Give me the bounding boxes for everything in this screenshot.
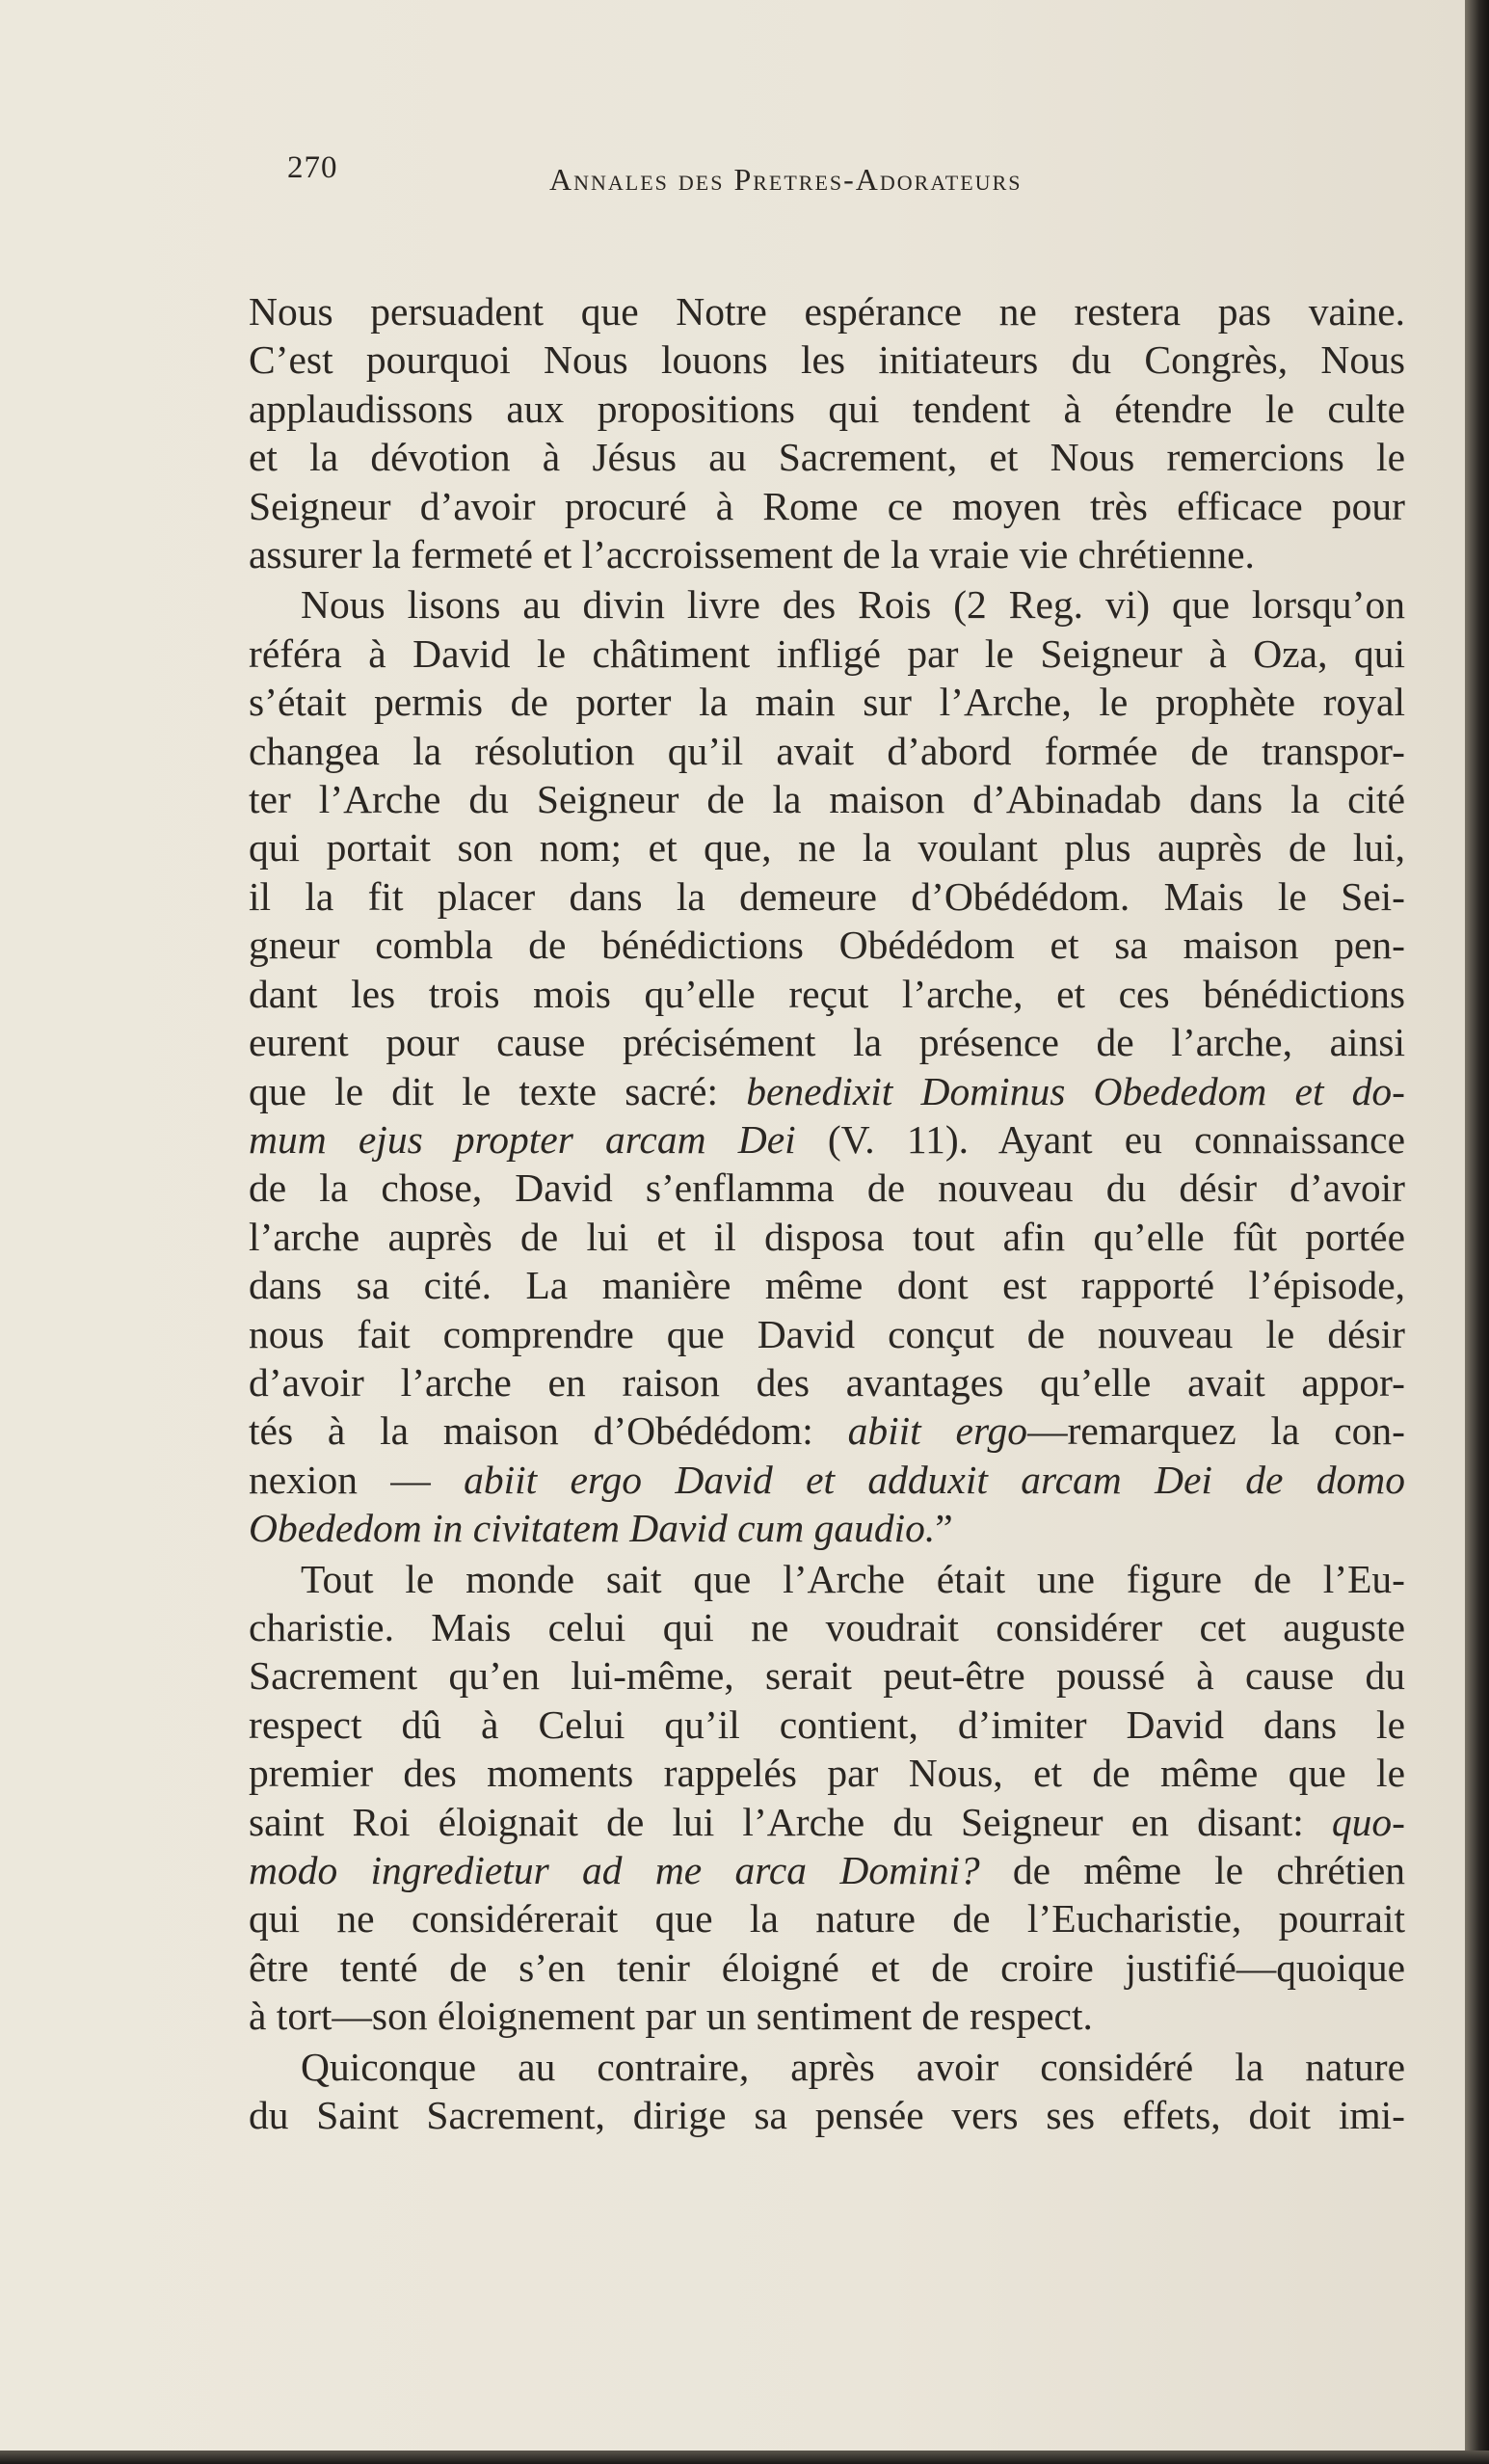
text-line: Sacrement qu’en lui-même, serait peut-être poussé à cause du (249, 1653, 1405, 1699)
text-segment: nexion — (249, 1457, 465, 1502)
text-line: de la chose, David s’enflamma de nouveau du désir d’avoir (249, 1165, 1405, 1211)
running-head: Annales des Pretres-Adorateurs (549, 162, 1023, 197)
book-spine-shadow (1465, 0, 1489, 2464)
text-line: Nous persuadent que Notre espérance ne restera pas vaine. (249, 289, 1405, 334)
text-segment: de même le chrétien (979, 1848, 1405, 1892)
text-line: premier des moments rappelés par Nous, et de même que le (249, 1751, 1405, 1796)
page-number: 270 (287, 150, 338, 185)
text-segment: (V. 11). Ayant eu connaissance (795, 1116, 1405, 1162)
text-line: dans sa cité. La manière même dont est rapporté l’épisode, (249, 1263, 1405, 1308)
paragraph-3 (249, 1555, 1405, 2041)
text-segment: que le dit le texte sacré: (249, 1068, 747, 1113)
text-line: référa à David le châtiment infligé par le Seigneur à Oza, qui (249, 630, 1405, 676)
text-line: assurer la fermeté et l’accroissement de la vraie vie chrétienne. (249, 532, 1255, 577)
page-header (287, 143, 1155, 201)
text-line: l’arche auprès de lui et il disposa tout afin qu’elle fût portée (249, 1214, 1405, 1259)
text-line: nous fait comprendre que David conçut de nouveau le désir (249, 1311, 1405, 1356)
text-line: eurent pour cause précisément la présence de l’arche, ainsi (249, 1020, 1405, 1065)
latin-quote: abiit ergo David et adduxit arcam Dei de domo (464, 1457, 1405, 1502)
text-line: du Saint Sacrement, dirige sa pensée vers ses effets, doit imi- (249, 2093, 1405, 2138)
text-line (249, 1504, 1405, 1552)
latin-quote: abiit ergo (847, 1408, 1028, 1454)
text-line: et la dévotion à Jésus au Sacrement, et Nous remercions le (249, 435, 1405, 480)
text-line: gneur combla de bénédictions Obédédom et sa maison pen- (249, 923, 1405, 968)
paragraph-4 (249, 2043, 1405, 2140)
text-line: respect dû à Celui qu’il contient, d’imiter David dans le (249, 1701, 1405, 1747)
text-line: dant les trois mois qu’elle reçut l’arche, et ces bénédictions (249, 971, 1405, 1016)
latin-quote: mum ejus propter arcam Dei (249, 1116, 796, 1162)
text-line: Quiconque au contraire, après avoir considéré la nature (301, 2044, 1405, 2089)
paragraph-1 (249, 287, 1405, 578)
text-line (249, 1406, 1405, 1455)
latin-quote: Obededom in civitatem David cum gaudio. (249, 1506, 936, 1551)
text-line (249, 1115, 1405, 1164)
latin-quote: benedixit Dominus Obededom et do- (746, 1068, 1405, 1113)
page-bottom-edge (0, 2451, 1489, 2464)
text-line: charistie. Mais celui qui ne voudrait considérer cet auguste (249, 1604, 1405, 1649)
text-line: s’était permis de porter la main sur l’Arche, le prophète royal (249, 680, 1405, 725)
text-line: applaudissons aux propositions qui tendent à étendre le culte (249, 386, 1405, 431)
text-line (249, 1067, 1405, 1115)
text-line: ter l’Arche du Seigneur de la maison d’Abinadab dans la cité (249, 777, 1405, 822)
text-line: il la fit placer dans la demeure d’Obédédom. Mais le Sei- (249, 873, 1405, 919)
text-line: C’est pourquoi Nous louons les initiateurs du Congrès, Nous (249, 337, 1405, 383)
text-segment: ” (935, 1506, 953, 1551)
text-line: Nous lisons au divin livre des Rois (2 Reg. vi) que lorsqu’on (301, 582, 1405, 628)
text-line: changea la résolution qu’il avait d’abord formée de transpor- (249, 728, 1405, 773)
text-line: Seigneur d’avoir procuré à Rome ce moyen très efficace pour (249, 483, 1405, 528)
latin-quote: quo- (1331, 1799, 1405, 1844)
text-segment: —remarquez la con- (1027, 1408, 1405, 1454)
latin-quote: modo ingredietur ad me arca Domini? (249, 1848, 980, 1892)
text-segment: tés à la maison d’Obédédom: (249, 1408, 848, 1454)
text-line (249, 1456, 1405, 1504)
text-line: à tort—son éloignement par un sentiment de respect. (249, 1994, 1093, 2039)
text-segment: saint Roi éloignait de lui l’Arche du Seigneur en disant: (249, 1799, 1332, 1844)
text-line: qui portait son nom; et que, ne la voulant plus auprès de lui, (249, 825, 1405, 870)
body-text (249, 287, 1405, 2139)
text-line: d’avoir l’arche en raison des avantages qu’elle avait appor- (249, 1359, 1405, 1405)
text-line: qui ne considérerait que la nature de l’Eucharistie, pourrait (249, 1896, 1405, 1942)
text-line (249, 1798, 1405, 1846)
paragraph-2 (249, 580, 1405, 1552)
text-line: Tout le monde sait que l’Arche était une figure de l’Eu- (301, 1556, 1405, 1601)
text-line: être tenté de s’en tenir éloigné et de croire justifié—quoique (249, 1944, 1405, 1990)
text-line (249, 1846, 1405, 1894)
